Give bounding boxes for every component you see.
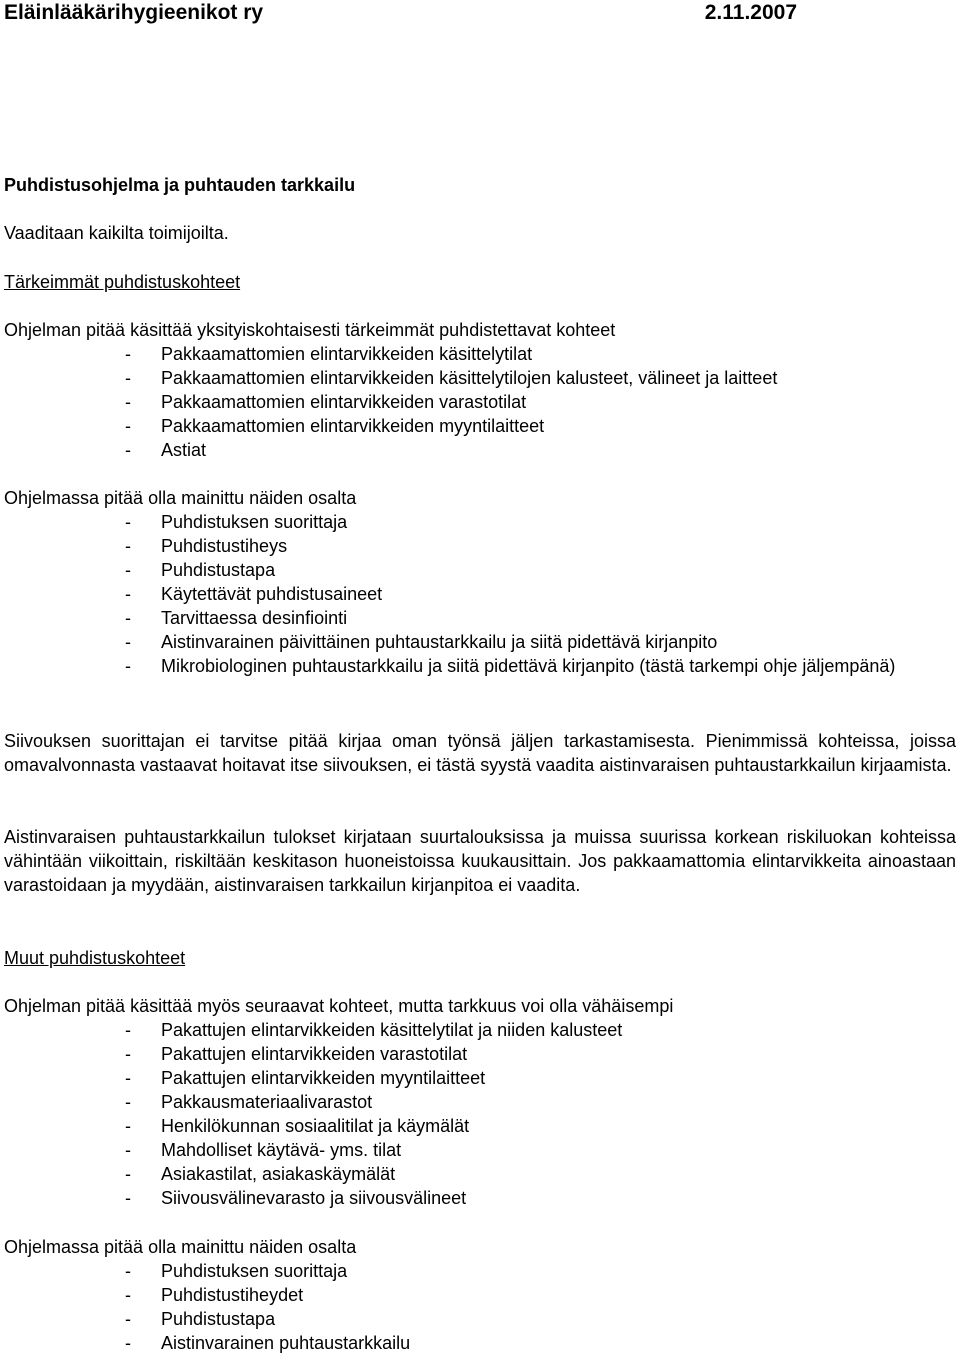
- bullet-dash: -: [125, 392, 131, 412]
- list-item-text: Aistinvarainen puhtaustarkkailu: [161, 1333, 411, 1353]
- list-item-text: Pakkaamattomien elintarvikkeiden myyntilaitteet: [161, 416, 545, 436]
- bullet-dash: -: [125, 1333, 131, 1353]
- bullet-dash: -: [125, 632, 131, 652]
- bullet-dash: -: [125, 656, 131, 676]
- main-targets-heading: Tärkeimmät puhdistuskohteet: [4, 272, 241, 292]
- bullet-dash: -: [125, 344, 131, 364]
- main-targets-heading-wrap: [4, 270, 956, 294]
- bullet-dash: -: [125, 1116, 131, 1136]
- list-item-text: Aistinvarainen päivittäinen puhtaustarkkailu ja siitä pidettävä kirjanpito: [161, 632, 718, 652]
- list-item-text: Pakkaamattomien elintarvikkeiden varastotilat: [161, 392, 527, 412]
- bullet-dash: -: [125, 1261, 131, 1281]
- bullet-dash: -: [125, 608, 131, 628]
- list-item-text: Pakkaamattomien elintarvikkeiden käsittelytilojen kalusteet, välineet ja laitteet: [161, 368, 778, 388]
- program-contents-section: [4, 486, 956, 676]
- list-item-text: Mikrobiologinen puhtaustarkkailu ja siitä pidettävä kirjanpito (tästä tarkempi ohje jäljempänä): [161, 656, 896, 676]
- bullet-dash: -: [125, 584, 131, 604]
- bullet-dash: -: [125, 440, 131, 460]
- list-item-text: Tarvittaessa desinfiointi: [161, 608, 348, 628]
- bullet-dash: -: [125, 1020, 131, 1040]
- list-item-text: Puhdistustapa: [161, 560, 276, 580]
- main-targets-section: [4, 318, 956, 460]
- other-targets-heading-wrap: [4, 946, 956, 970]
- other-targets-heading: Muut puhdistuskohteet: [4, 948, 186, 968]
- program-contents-intro: Ohjelmassa pitää olla mainittu näiden osalta: [4, 488, 357, 508]
- other-program-contents-intro: Ohjelmassa pitää olla mainittu näiden osalta: [4, 1237, 357, 1257]
- list-item: [4, 654, 956, 678]
- bullet-dash: -: [125, 1044, 131, 1064]
- bullet-dash: -: [125, 1068, 131, 1088]
- bullet-dash: -: [125, 1164, 131, 1184]
- list-item-text: Pakattujen elintarvikkeiden käsittelytilat ja niiden kalusteet: [161, 1020, 623, 1040]
- cleaner-note-paragraph: Siivouksen suorittajan ei tarvitse pitää kirjaa oman työnsä jäljen tarkastamisesta. Pienimmissä kohteissa, joissa omavalvonnasta vastaavat hoitavat itse siivouksen, ei tästä syystä vaadita aistinvaraisen puhtaustarkkailun kirjaamista.: [4, 731, 956, 775]
- list-item-text: Puhdistuksen suorittaja: [161, 512, 348, 532]
- list-item-text: Käytettävät puhdistusaineet: [161, 584, 383, 604]
- list-item-text: Henkilökunnan sosiaalitilat ja käymälät: [161, 1116, 470, 1136]
- bullet-dash: -: [125, 1140, 131, 1160]
- main-targets-intro: Ohjelman pitää käsittää yksityiskohtaisesti tärkeimmät puhdistettavat kohteet: [4, 320, 616, 340]
- bullet-dash: -: [125, 512, 131, 532]
- list-item-text: Puhdistustiheys: [161, 536, 288, 556]
- list-item-text: Puhdistustiheydet: [161, 1285, 304, 1305]
- bullet-dash: -: [125, 1309, 131, 1329]
- bullet-dash: -: [125, 416, 131, 436]
- list-item-text: Asiakastilat, asiakaskäymälät: [161, 1164, 396, 1184]
- list-item-text: Pakkaamattomien elintarvikkeiden käsittelytilat: [161, 344, 533, 364]
- other-targets-section: [4, 994, 956, 1208]
- document-date: 2.11.2007: [704, 1, 797, 24]
- list-item-text: Siivousvälinevarasto ja siivousvälineet: [161, 1188, 467, 1208]
- bullet-dash: -: [125, 1092, 131, 1112]
- list-item-text: Astiat: [161, 440, 207, 460]
- other-program-contents-section: [4, 1235, 956, 1353]
- bullet-dash: -: [125, 1188, 131, 1208]
- list-item-text: Puhdistuksen suorittaja: [161, 1261, 348, 1281]
- list-item-text: Pakattujen elintarvikkeiden myyntilaitteet: [161, 1068, 486, 1088]
- bullet-dash: -: [125, 368, 131, 388]
- list-item-text: Pakattujen elintarvikkeiden varastotilat: [161, 1044, 468, 1064]
- bullet-dash: -: [125, 1285, 131, 1305]
- bullet-dash: -: [125, 536, 131, 556]
- section-title: Puhdistusohjelma ja puhtauden tarkkailu: [4, 175, 356, 195]
- list-item-text: Pakkausmateriaalivarastot: [161, 1092, 373, 1112]
- required-text: Vaaditaan kaikilta toimijoilta.: [4, 223, 229, 243]
- list-item-text: Puhdistustapa: [161, 1309, 276, 1329]
- other-targets-intro: Ohjelman pitää käsittää myös seuraavat kohteet, mutta tarkkuus voi olla vähäisempi: [4, 996, 674, 1016]
- bullet-dash: -: [125, 560, 131, 580]
- sensory-results-paragraph: Aistinvaraisen puhtaustarkkailun tulokset kirjataan suurtalouksissa ja muissa suurissa korkean riskiluokan kohteissa vähintään viikoittain, riskiltään keskitason huoneistoissa kuukausittain. Jos pakkaamattomia elintarvikkeita ainoastaan varastoidaan ja myydään, aistinvaraisen tarkkailun kirjanpitoa ei vaadita.: [4, 827, 956, 895]
- list-item-text: Mahdolliset käytävä- yms. tilat: [161, 1140, 402, 1160]
- page-header: [4, 0, 797, 26]
- organization-name: Eläinlääkärihygieenikot ry: [4, 1, 264, 24]
